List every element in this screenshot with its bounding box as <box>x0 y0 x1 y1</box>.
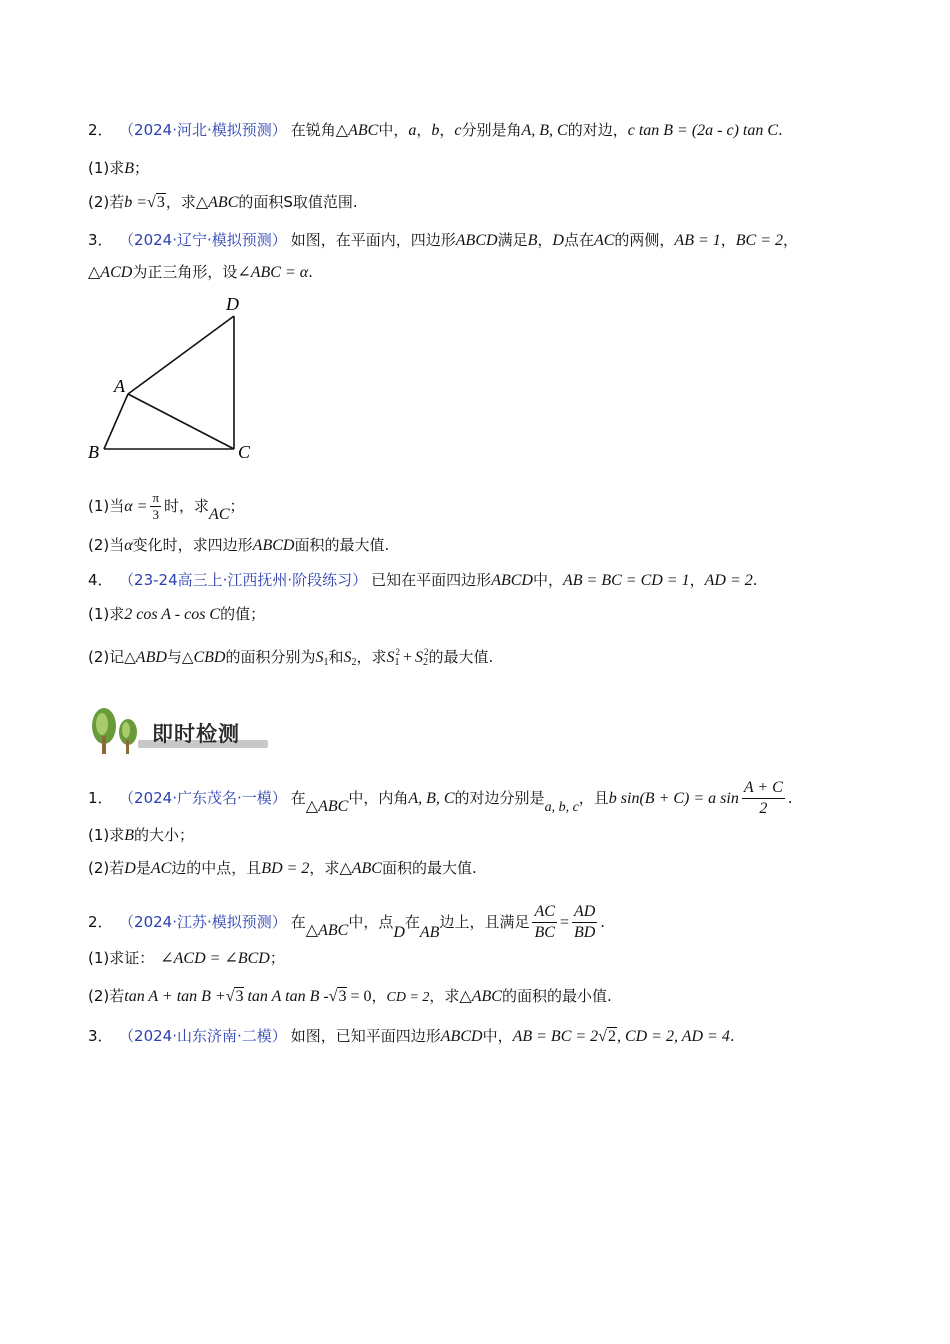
math-expr: B <box>527 232 538 249</box>
stem-text: 如图，已知平面四边形 <box>290 1027 441 1045</box>
math-expr: △ABC <box>195 194 239 211</box>
math-expr: tan A + tan B + <box>124 988 226 1005</box>
problem-3-q1 <box>88 490 245 525</box>
math-expr: A, B, C <box>408 790 455 807</box>
question-text: ， <box>371 987 387 1005</box>
math-expr: AB = 1 <box>674 232 721 249</box>
stem-text: ， <box>783 231 799 249</box>
stem-text: 分别是角 <box>461 121 522 139</box>
fraction: $\frac{AC}{BC}$ <box>534 903 555 941</box>
question-text: 边的中点，且 <box>171 859 262 877</box>
stem-text: 的两侧， <box>614 231 675 249</box>
math-expr: a <box>408 122 417 139</box>
stem-text: 的对边， <box>567 121 628 139</box>
question-text: 和 <box>328 648 344 666</box>
subscript: 1 <box>323 657 329 668</box>
problem-source: （2024·广东茂名·一模） <box>126 789 287 807</box>
stem-text: 在 <box>404 913 420 931</box>
math-expr: CD = 2 <box>386 990 430 1005</box>
stem-text: 中， <box>532 571 563 589</box>
sqrt-radicand: 2 <box>607 1028 616 1045</box>
math-expr: ABCD <box>491 572 533 589</box>
problem-4-stem <box>88 570 758 591</box>
question-label: (2)若 <box>88 987 125 1005</box>
stem-text: . <box>778 121 783 139</box>
math-expr: S <box>315 649 324 666</box>
problem-3-stem-line2 <box>88 262 313 283</box>
vertex-label-d: D <box>226 294 239 314</box>
check-problem-1-q1 <box>88 825 194 846</box>
math-expr: c <box>454 122 462 139</box>
math-expr: △ABC <box>305 798 349 815</box>
question-text: 的面积的最小值. <box>501 987 612 1005</box>
math-expr: S <box>343 649 352 666</box>
problem-source: （2024·山东济南·二模） <box>126 1027 287 1045</box>
problem-4-q2 <box>88 642 493 673</box>
question-label: (2)当 <box>88 536 125 554</box>
segment-ac <box>128 394 234 449</box>
math-expr: ABCD <box>252 537 295 554</box>
math-operator: + <box>403 649 413 666</box>
math-expr: △ABC <box>335 122 379 139</box>
question-label: (1)求证： <box>88 949 155 967</box>
problem-number: 3． <box>88 231 113 249</box>
stem-text: 满足 <box>497 231 528 249</box>
question-text: 的大小； <box>134 826 195 844</box>
question-label: (2)若 <box>88 859 125 877</box>
stem-text: ， <box>689 571 705 589</box>
problem-number: 2． <box>88 913 113 931</box>
stem-text: . <box>787 789 793 807</box>
section-title: 即时检测 <box>152 722 240 746</box>
segment-ab <box>104 394 128 449</box>
check-problem-2-stem <box>88 902 605 943</box>
question-text: ； <box>229 497 245 515</box>
vertex-label-b: B <box>88 442 99 462</box>
math-expr: AD = 2 <box>704 572 753 589</box>
question-label: (1)求 <box>88 826 125 844</box>
math-expr: b sin(B + C) = a sin <box>608 790 739 807</box>
problem-2-q2: (2)若b =√3，求△ABC的面积S取值范围. <box>88 193 358 211</box>
question-text: 的值； <box>220 605 266 623</box>
question-label: (1)求 <box>88 605 125 623</box>
math-expr: ABCD <box>440 1028 483 1045</box>
math-expr: AC <box>593 232 615 249</box>
stem-text: 如图，在平面内，四边形 <box>290 231 456 249</box>
stem-text: . <box>752 571 758 589</box>
problem-4-q1 <box>88 604 265 625</box>
stem-text: ， <box>720 231 736 249</box>
superscript: 2 <box>395 647 400 657</box>
question-text: 的面积分别为 <box>225 648 316 666</box>
stem-text: ，且 <box>578 789 609 807</box>
math-expr: c tan B = (2a - c) tan C <box>627 122 779 139</box>
quadrilateral-figure <box>80 290 270 470</box>
problem-number: 1． <box>88 789 113 807</box>
question-label: (1)当 <box>88 497 125 515</box>
math-expr: b <box>431 122 440 139</box>
question-label: (1)求 <box>88 159 125 177</box>
math-expr: CBD <box>193 649 226 666</box>
question-text: 与△ <box>166 648 194 666</box>
math-expr: α <box>124 537 133 554</box>
math-expr: BC = 2 <box>735 232 784 249</box>
math-expr: D <box>124 860 136 877</box>
stem-text: 中， <box>482 1027 513 1045</box>
problem-number: 3． <box>88 1027 113 1045</box>
stem-text: . <box>729 1027 735 1045</box>
stem-text: . <box>600 913 606 931</box>
problem-3-stem <box>88 230 798 251</box>
stem-text: . <box>308 263 313 281</box>
sqrt-radicand: 3 <box>235 988 244 1005</box>
question-text: ，求 <box>429 987 460 1005</box>
stem-text: 的对边分别是 <box>454 789 545 807</box>
math-expr: BD = 2 <box>261 860 310 877</box>
question-label: (2)记△ <box>88 648 136 666</box>
question-text: 变化时，求四边形 <box>132 536 253 554</box>
stem-text: 在 <box>290 789 306 807</box>
math-expr: α = <box>124 498 148 515</box>
math-expr: AB = BC = 2 <box>512 1028 599 1045</box>
stem-text: 点在 <box>563 231 594 249</box>
stem-text: 为正三角形，设 <box>132 263 238 281</box>
math-expr: AC <box>150 860 172 877</box>
stem-text: ， <box>416 121 432 139</box>
check-problem-2-q1 <box>88 948 285 969</box>
question-text: 是 <box>135 859 151 877</box>
math-expr: D <box>393 924 405 941</box>
math-expr: = 0 <box>350 988 372 1005</box>
stem-text: 中，点 <box>348 913 394 931</box>
question-text: 面积的最大值. <box>381 859 477 877</box>
superscript: 2 <box>424 647 429 657</box>
math-expr: AC <box>209 506 230 523</box>
problem-2-stem <box>88 120 783 141</box>
math-expr: B <box>124 827 135 844</box>
subscript: 1 <box>394 657 400 668</box>
check-problem-3-stem: 3． （2024·山东济南·二模） 如图，已知平面四边形ABCD中，AB = BC = 2√2, CD = 2, AD = 4. <box>88 1027 735 1045</box>
question-text: ； <box>134 159 150 177</box>
math-expr: A, B, C <box>521 122 568 139</box>
problem-number: 2． <box>88 121 113 139</box>
stem-text: 已知在平面四边形 <box>371 571 492 589</box>
vertex-label-a: A <box>114 376 125 396</box>
sqrt-radicand: 3 <box>338 988 347 1005</box>
problem-source: （2024·江苏·模拟预测） <box>126 913 287 931</box>
math-expr: △ABC <box>305 922 349 939</box>
stem-text: 在锐角 <box>290 121 336 139</box>
fraction: $\frac{\pi}{3}$ <box>152 490 160 522</box>
question-text: 的最大值. <box>428 648 494 666</box>
problem-source: （2024·河北·模拟预测） <box>126 121 287 139</box>
check-problem-1-stem <box>88 778 793 819</box>
math-expr: b = <box>124 194 148 211</box>
math-expr: ABCD <box>455 232 498 249</box>
segment-ad <box>128 316 234 394</box>
math-expr: AB <box>419 924 440 941</box>
math-expr: B <box>124 160 135 177</box>
math-expr: D <box>552 232 564 249</box>
math-expr: S <box>415 649 424 666</box>
math-expr: , CD = 2, AD = 4 <box>616 1028 730 1045</box>
problem-source: （2024·辽宁·模拟预测） <box>126 231 287 249</box>
stem-text: 中，内角 <box>348 789 409 807</box>
math-expr: tan A tan B - <box>247 988 329 1005</box>
subscript: 2 <box>423 657 429 668</box>
section-header <box>88 706 278 756</box>
question-text: 时，求 <box>164 497 210 515</box>
question-text: ； <box>269 949 285 967</box>
math-expr: a, b, c <box>544 800 579 815</box>
stem-text: ， <box>537 231 553 249</box>
problem-2-q1 <box>88 158 149 179</box>
math-expr: 2 cos A - cos C <box>124 606 221 623</box>
check-problem-1-q2 <box>88 858 477 879</box>
math-expr: ∠ACD = ∠BCD <box>160 950 270 967</box>
math-operator: = <box>559 914 569 931</box>
math-expr: △ABC <box>339 860 382 877</box>
sqrt-radicand: 3 <box>156 194 165 211</box>
problem-source: （23-24高三上·江西抚州·阶段练习） <box>126 571 368 589</box>
math-expr: AB = BC = CD = 1 <box>562 572 690 589</box>
stem-text: ， <box>439 121 455 139</box>
problem-number: 4． <box>88 571 113 589</box>
math-expr: △ACD <box>88 264 133 281</box>
stem-text: 中， <box>378 121 409 139</box>
check-problem-2-q2: (2)若tan A + tan B +√3 tan A tan B -√3 = 0，CD = 2，求△ABC的面积的最小值. <box>88 987 612 1005</box>
math-expr: △ABC <box>459 988 502 1005</box>
math-expr: ABD <box>135 649 167 666</box>
math-expr: ∠ABC = α <box>237 264 309 281</box>
question-label: (2)若 <box>88 193 125 211</box>
question-text: ，求 <box>165 193 196 211</box>
question-text: 的面积S取值范围. <box>238 193 358 211</box>
question-text: ，求 <box>309 859 340 877</box>
subscript: 2 <box>351 657 357 668</box>
stem-text: 边上，且满足 <box>439 913 530 931</box>
vertex-label-c: C <box>238 442 251 462</box>
fraction: $\frac{AD}{BD}$ <box>573 903 596 941</box>
problem-3-q2 <box>88 535 389 556</box>
question-text: 面积的最大值. <box>294 536 390 554</box>
fraction: $\frac{A + C}{2}$ <box>743 779 783 817</box>
question-text: ，求 <box>356 648 387 666</box>
math-expr: S <box>386 649 395 666</box>
stem-text: 在 <box>290 913 306 931</box>
